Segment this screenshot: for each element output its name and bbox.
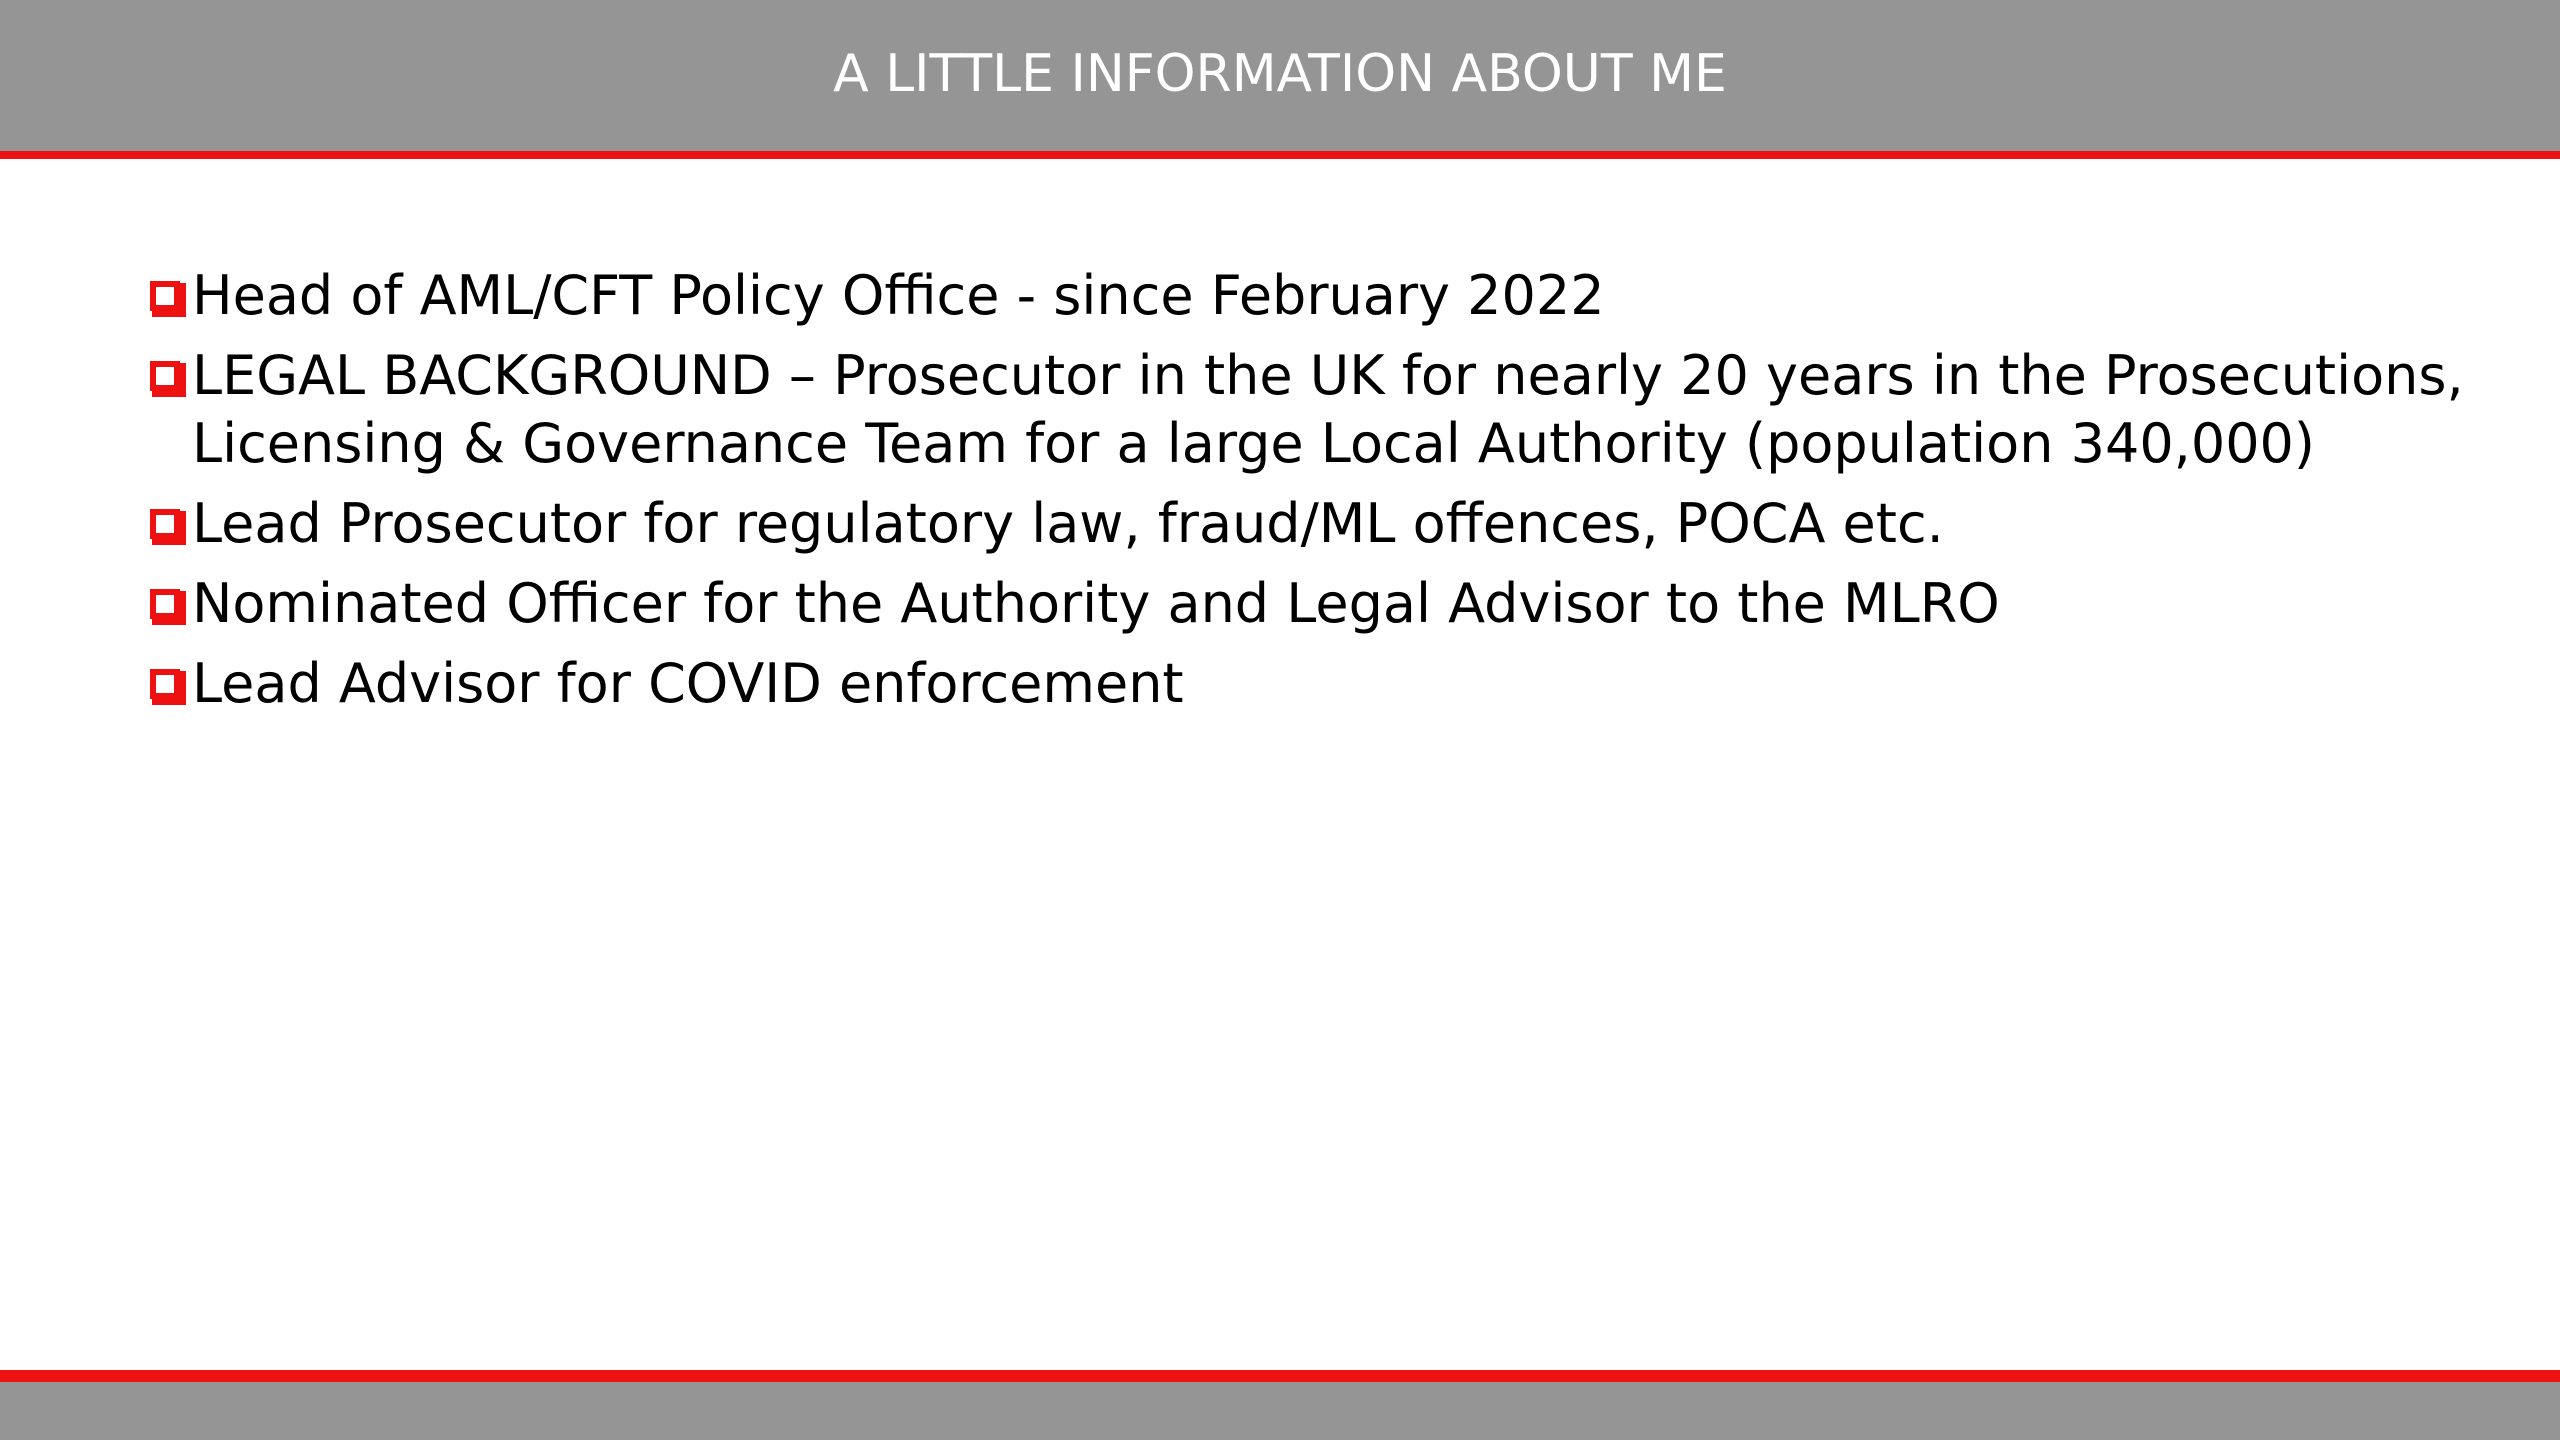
checkbox-icon [150,509,180,539]
bullet-text: Nominated Officer for the Authority and Legal Advisor to the MLRO [192,572,2000,635]
header-bar [0,0,2560,151]
bullet-item [150,490,2470,558]
checkbox-icon [150,589,180,619]
bullet-item [150,342,2470,478]
bullet-item [150,650,2470,718]
bullet-item [150,570,2470,638]
checkbox-icon [150,669,180,699]
bullet-text: LEGAL BACKGROUND – Prosecutor in the UK for nearly 20 years in the Prosecutions, Licensing & Governance Team for a large Local Authority (population 340,000) [192,344,2464,475]
bullet-list [150,262,2470,718]
footer-bar [0,1382,2560,1440]
bullet-item [150,262,2470,330]
footer-divider [0,1370,2560,1382]
header-divider [0,151,2560,159]
checkbox-icon [150,361,180,391]
content-area [150,262,2470,730]
checkbox-icon [150,281,180,311]
bullet-text: Lead Advisor for COVID enforcement [192,652,1184,715]
slide-title: A LITTLE INFORMATION ABOUT ME [833,43,1727,104]
bullet-text: Head of AML/CFT Policy Office - since February 2022 [192,264,1605,327]
bullet-text: Lead Prosecutor for regulatory law, fraud/ML offences, POCA etc. [192,492,1944,555]
